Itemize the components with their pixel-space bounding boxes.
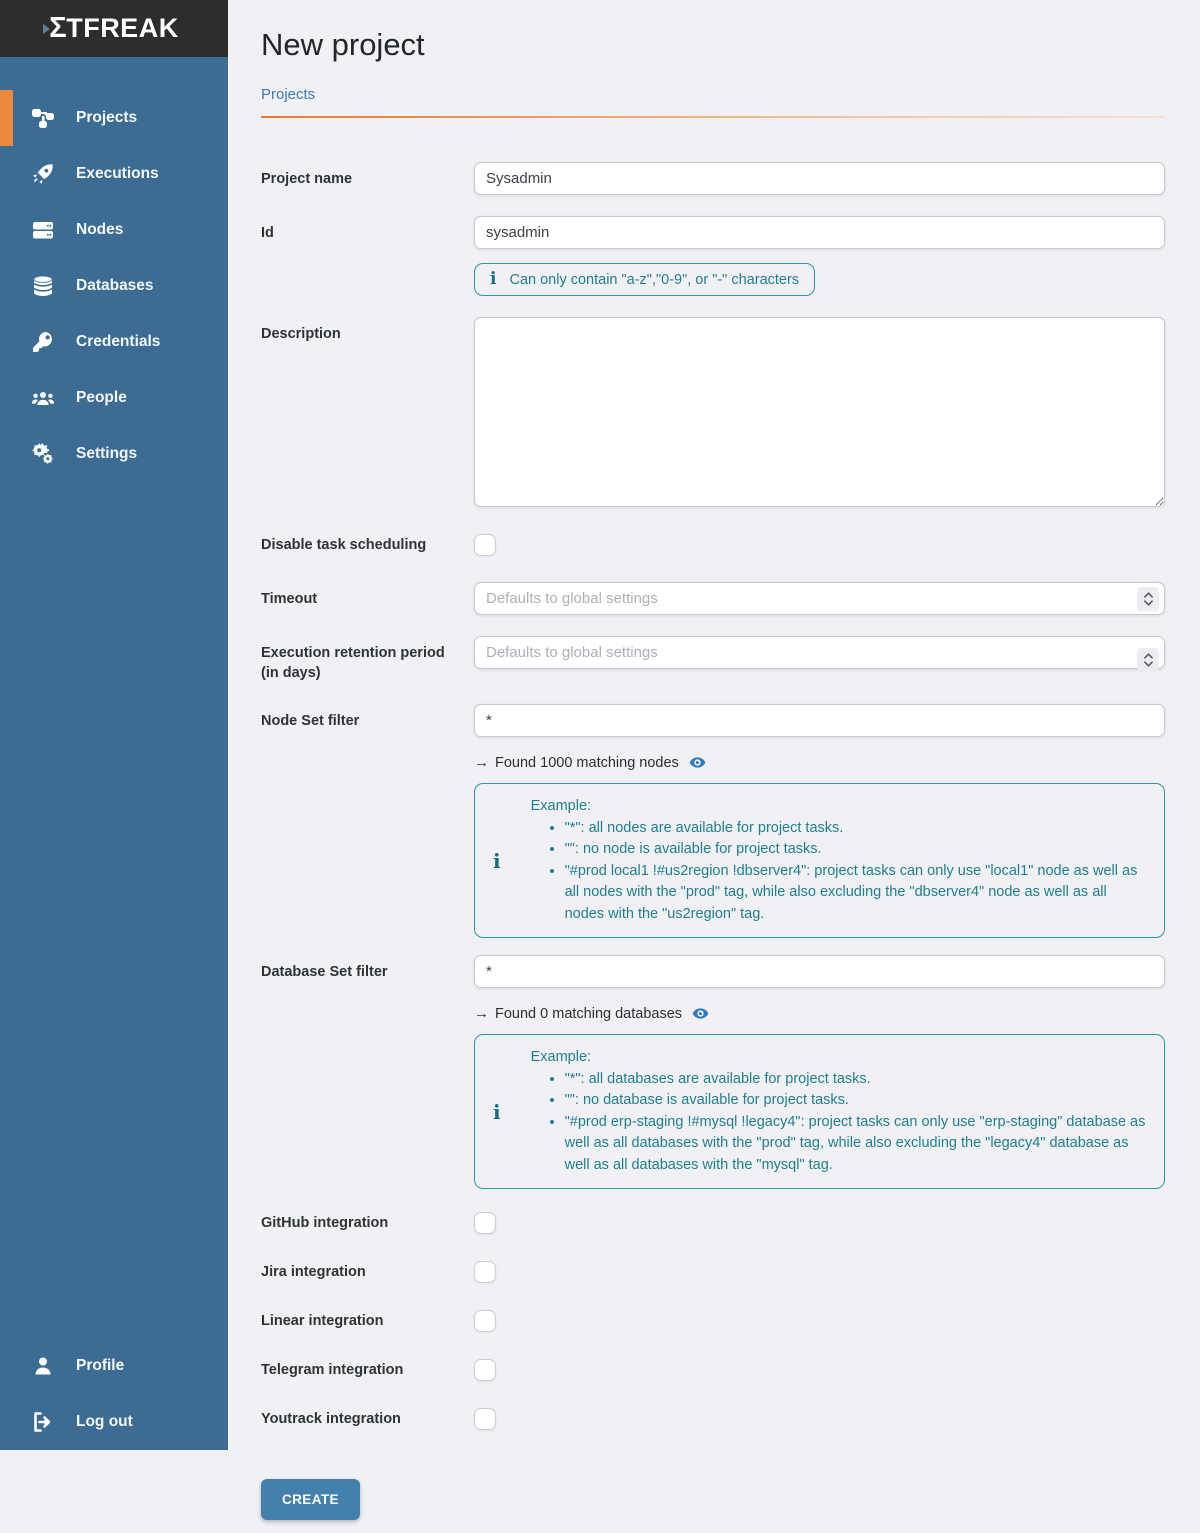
description-textarea[interactable] — [474, 317, 1165, 507]
info-icon: i — [493, 1099, 501, 1124]
telegram-integration-checkbox[interactable] — [474, 1359, 496, 1381]
main-content — [228, 0, 1200, 1507]
page-title: New project — [261, 27, 425, 62]
description-label: Description — [261, 326, 341, 342]
id-input[interactable] — [474, 216, 1165, 249]
project-name-label: Project name — [261, 171, 353, 187]
sidebar-item-executions[interactable] — [0, 146, 228, 202]
sidebar-nav — [0, 90, 228, 482]
node-filter-label: Node Set filter — [261, 713, 360, 729]
sidebar-item-people[interactable] — [0, 370, 228, 426]
app-logo — [49, 12, 178, 45]
sidebar-item-label: Executions — [76, 165, 159, 182]
db-filter-input[interactable] — [474, 955, 1165, 988]
disable-scheduling-label: Disable task scheduling — [261, 537, 427, 553]
sidebar-item-label: Profile — [76, 1357, 125, 1374]
jira-integration-checkbox[interactable] — [474, 1261, 496, 1283]
sidebar-footer — [0, 1338, 228, 1450]
sidebar-item-nodes[interactable] — [0, 202, 228, 258]
sidebar-item-profile[interactable] — [0, 1338, 228, 1394]
breadcrumb — [261, 86, 1165, 104]
sidebar — [0, 0, 228, 1450]
linear-integration-row — [261, 1309, 1165, 1337]
example-bullet: • "#prod erp-staging !#mysql !legacy4": project tasks can only use "erp-staging" database as well as all databases with the "prod" tag, while also excluding the "legacy4" database as well as all databases with the "mysql" tag. — [565, 1112, 1146, 1177]
sidebar-item-label: Credentials — [76, 333, 161, 350]
key-icon — [30, 329, 56, 355]
sitemap-icon — [30, 105, 56, 131]
eye-icon[interactable] — [689, 754, 706, 771]
db-filter-found-text: Found 0 matching databases — [495, 1005, 683, 1022]
example-bullet: • "": no node is available for project tasks. — [565, 839, 1146, 861]
create-button[interactable]: CREATE — [261, 1479, 360, 1520]
example-title: Example: — [530, 1049, 592, 1065]
example-bullet: • "*": all databases are available for project tasks. — [565, 1069, 1146, 1091]
retention-label: Execution retention period (in days) — [261, 645, 445, 681]
telegram-integration-row — [261, 1358, 1165, 1386]
id-label: Id — [261, 225, 274, 241]
example-bullet: • "#prod local1 !#us2region !dbserver4": project tasks can only use "local1" node as well as all nodes with the "prod" tag, while also excluding the "dbserver4" node as well as all nodes with the "us2region" tag. — [565, 861, 1146, 926]
logout-icon — [30, 1409, 56, 1435]
sidebar-item-logout[interactable] — [0, 1394, 228, 1450]
server-icon — [30, 217, 56, 243]
sidebar-item-label: Nodes — [76, 221, 124, 238]
number-stepper[interactable] — [1137, 587, 1159, 611]
people-icon — [30, 385, 56, 411]
linear-integration-label: Linear integration — [261, 1313, 384, 1329]
linear-integration-checkbox[interactable] — [474, 1310, 496, 1332]
sidebar-item-settings[interactable] — [0, 426, 228, 482]
node-filter-input[interactable] — [474, 704, 1165, 737]
sidebar-item-label: Databases — [76, 277, 154, 294]
breadcrumb-projects-link[interactable]: Projects — [261, 86, 316, 103]
example-title: Example: — [530, 798, 592, 814]
project-name-row — [261, 162, 1165, 195]
db-filter-result — [474, 1005, 1165, 1022]
gears-icon — [30, 441, 56, 467]
youtrack-integration-checkbox[interactable] — [474, 1408, 496, 1430]
arrow-right-icon: → — [474, 754, 489, 771]
database-icon — [30, 273, 56, 299]
project-name-input[interactable] — [474, 162, 1165, 195]
retention-row — [261, 636, 1165, 683]
arrow-right-icon: → — [474, 1005, 489, 1022]
db-filter-example-box — [474, 1034, 1165, 1189]
db-filter-row — [261, 955, 1165, 1189]
jira-integration-row — [261, 1260, 1165, 1288]
new-project-form — [261, 162, 1165, 1533]
number-stepper[interactable] — [1137, 648, 1159, 672]
logo-c-mark: Σ — [49, 12, 68, 44]
github-integration-label: GitHub integration — [261, 1215, 389, 1231]
jira-integration-label: Jira integration — [261, 1264, 366, 1280]
retention-input[interactable] — [474, 636, 1165, 669]
node-filter-result — [474, 754, 1165, 771]
id-row — [261, 216, 1165, 296]
sidebar-item-databases[interactable] — [0, 258, 228, 314]
logo-triangle-icon — [43, 24, 50, 34]
active-indicator — [0, 90, 13, 146]
id-hint-box — [474, 263, 815, 296]
logo-bar — [0, 0, 228, 57]
sidebar-item-projects[interactable] — [0, 90, 228, 146]
github-integration-row — [261, 1211, 1165, 1239]
logo-text: TFREAK — [66, 13, 179, 43]
node-filter-example-box — [474, 783, 1165, 938]
timeout-row — [261, 582, 1165, 615]
info-icon: i — [493, 848, 501, 873]
example-bullet: • "": no database is available for project tasks. — [565, 1090, 1146, 1112]
tab-underline — [261, 116, 1165, 118]
sidebar-item-label: Settings — [76, 445, 138, 462]
sidebar-item-label: Log out — [76, 1413, 133, 1430]
sidebar-item-label: Projects — [76, 109, 138, 126]
sidebar-item-credentials[interactable] — [0, 314, 228, 370]
description-row — [261, 317, 1165, 512]
telegram-integration-label: Telegram integration — [261, 1362, 404, 1378]
eye-icon[interactable] — [692, 1005, 709, 1022]
node-filter-found-text: Found 1000 matching nodes — [495, 754, 679, 771]
disable-scheduling-checkbox[interactable] — [474, 534, 496, 556]
timeout-label: Timeout — [261, 591, 318, 607]
info-icon: i — [490, 269, 497, 289]
id-hint-text: Can only contain "a-z","0-9", or "-" characters — [509, 271, 800, 288]
youtrack-integration-row — [261, 1407, 1165, 1435]
timeout-input[interactable] — [474, 582, 1165, 615]
youtrack-integration-label: Youtrack integration — [261, 1411, 401, 1427]
example-bullet: • "*": all nodes are available for project tasks. — [565, 818, 1146, 840]
user-icon — [30, 1353, 56, 1379]
rocket-icon — [30, 161, 56, 187]
sidebar-item-label: People — [76, 389, 127, 406]
db-filter-label: Database Set filter — [261, 964, 388, 980]
github-integration-checkbox[interactable] — [474, 1212, 496, 1234]
disable-scheduling-row — [261, 533, 1165, 561]
node-filter-row — [261, 704, 1165, 938]
